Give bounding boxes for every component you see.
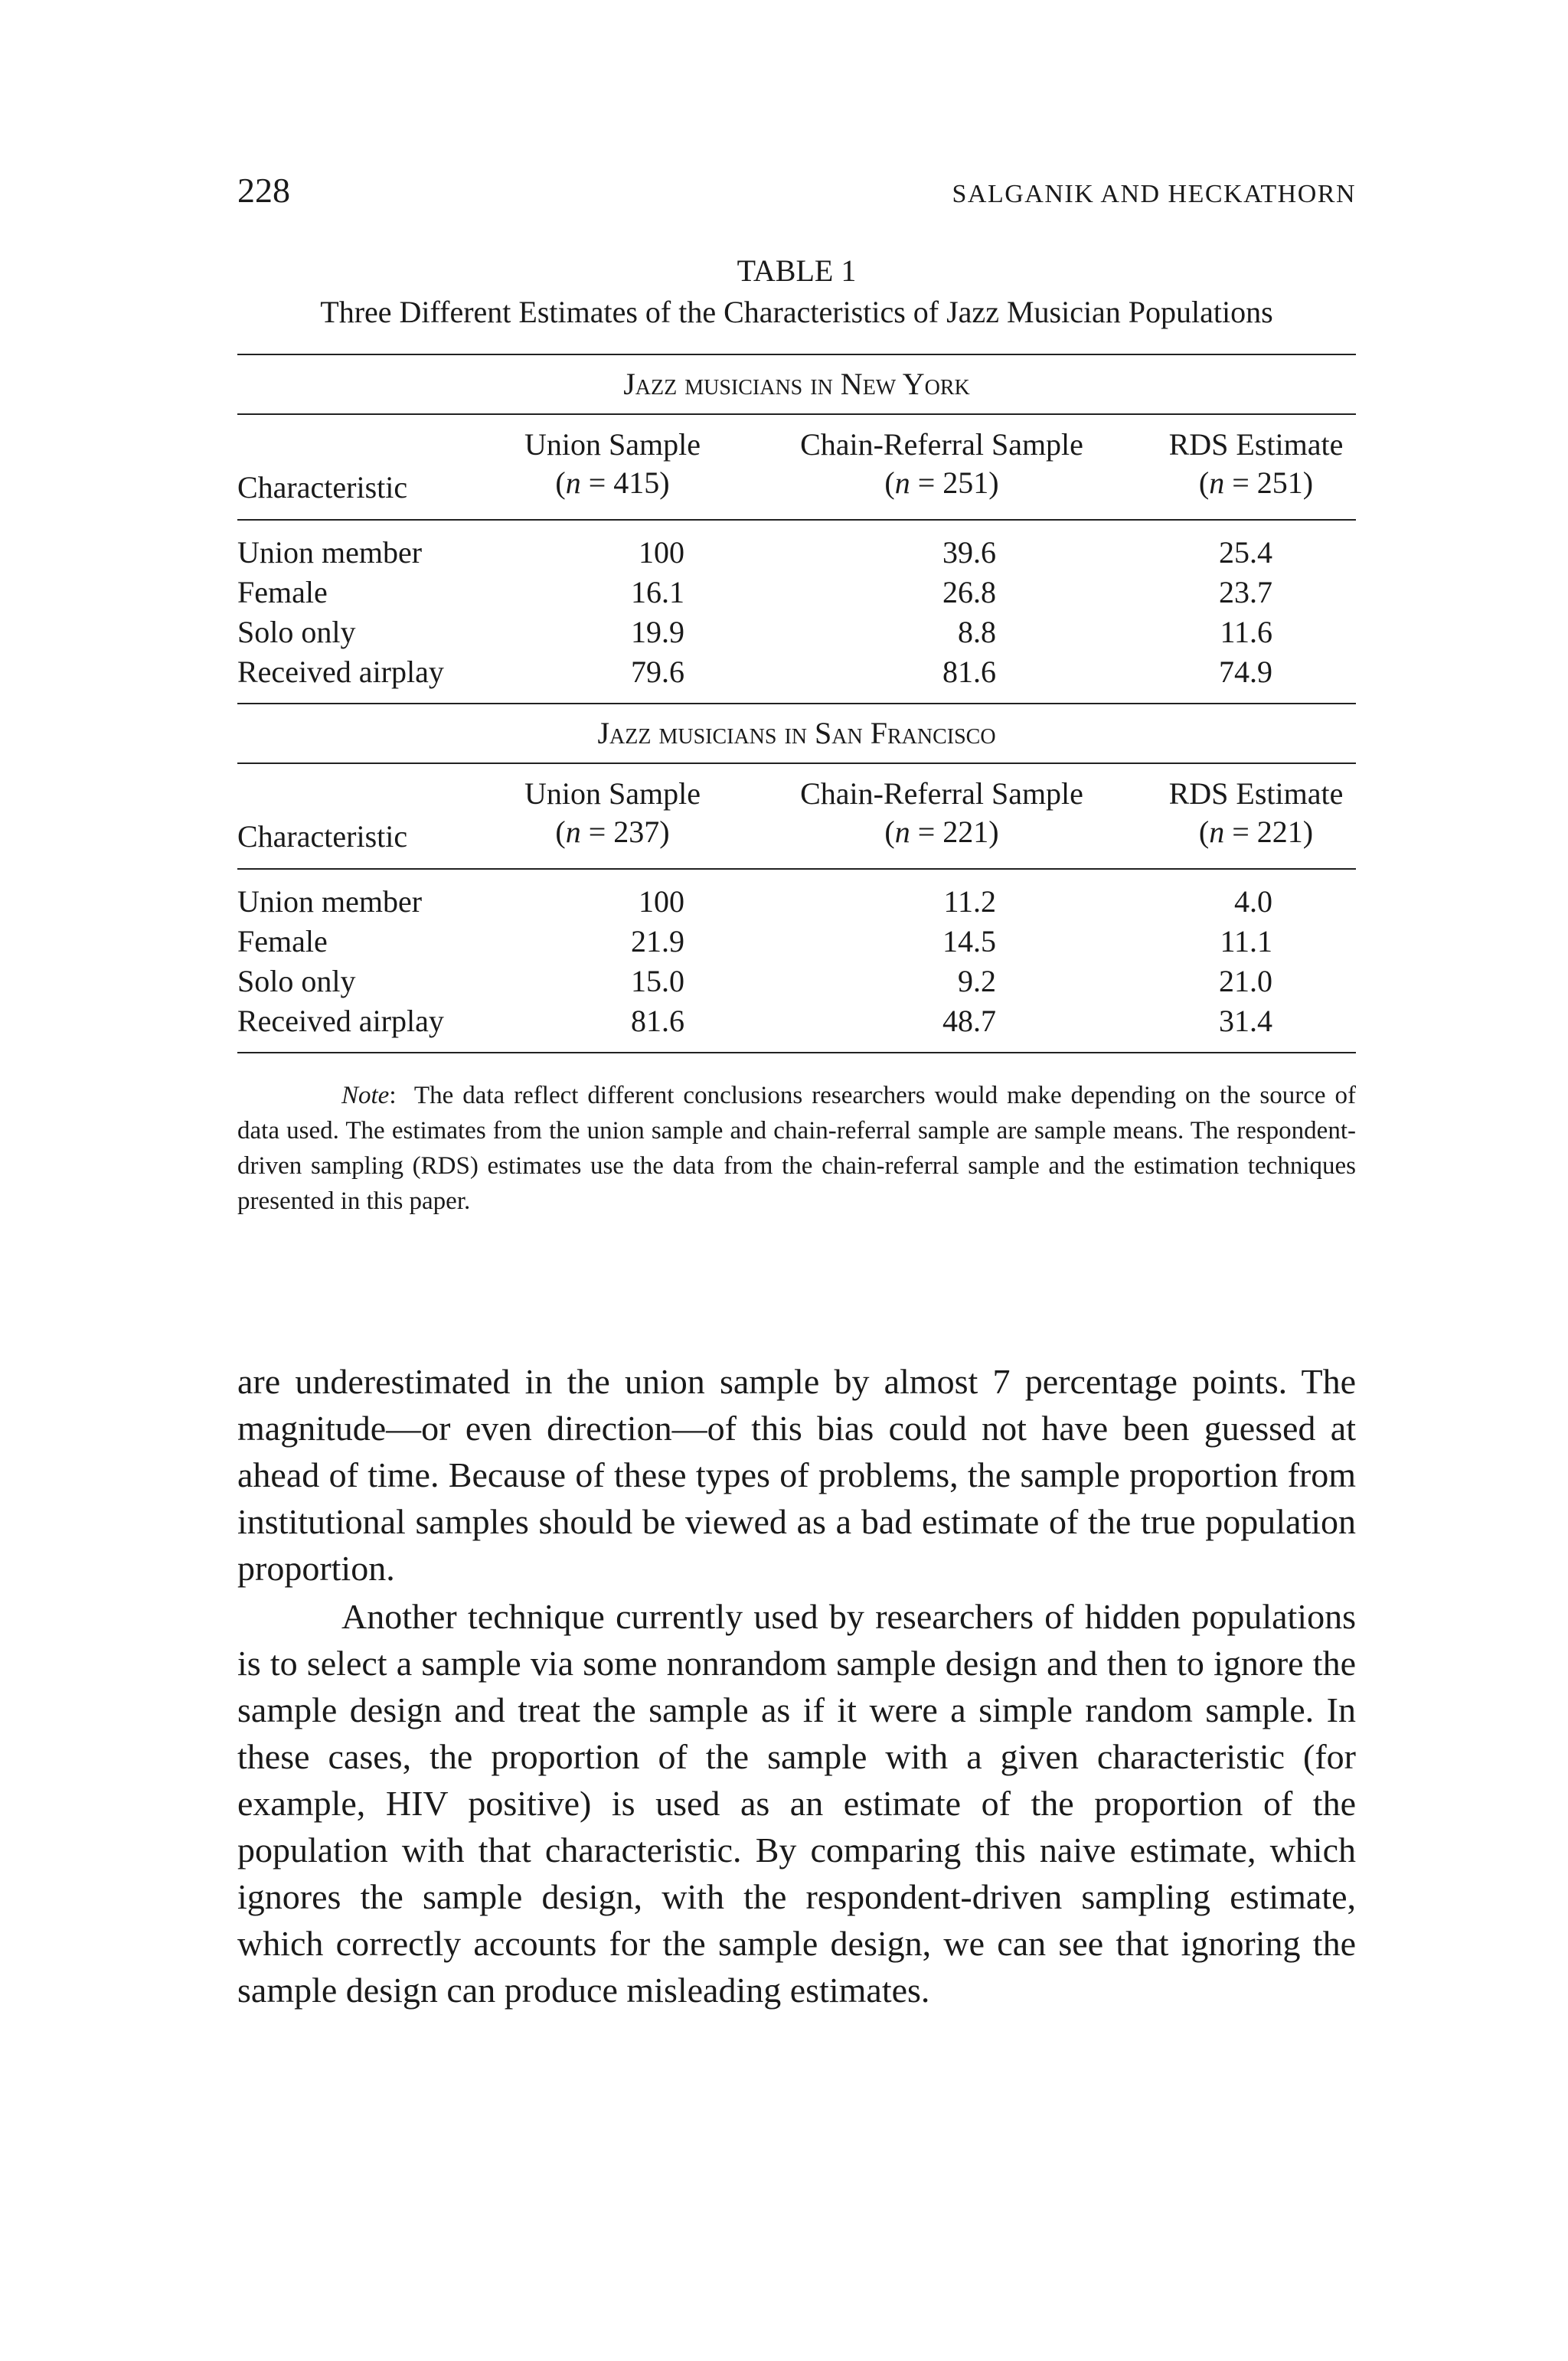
section-title-new-york: Jazz musicians in New York: [623, 367, 970, 401]
cell-chain: 26.8: [942, 575, 996, 609]
row-label: Female: [237, 924, 328, 958]
cell-chain: 39.6: [942, 535, 996, 570]
sample-size: 237: [613, 815, 660, 849]
table-label: TABLE 1: [737, 253, 857, 288]
column-header-rds-estimate: RDS Estimate (n = 221): [1168, 776, 1344, 849]
table-caption: Three Different Estimates of the Characteristics of Jazz Musician Populations: [320, 295, 1273, 329]
column-header-union-sample: Union Sample (n = 415): [524, 427, 701, 500]
note-label: Note: [341, 1082, 390, 1109]
data-table: [237, 354, 1356, 1053]
cell-chain: 11.2: [943, 884, 996, 919]
row-label: Received airplay: [237, 655, 444, 689]
cell-chain: 14.5: [942, 924, 996, 958]
cell-chain: 8.8: [958, 615, 996, 649]
cell-chain: 81.6: [942, 655, 996, 689]
table-row: [237, 1001, 1356, 1041]
table-row: [237, 652, 1356, 692]
table-row: [237, 612, 1356, 652]
table-row: [237, 882, 1356, 922]
table-body-san-francisco: [237, 870, 1356, 1052]
column-header-row: [237, 415, 1356, 519]
sample-size: 415: [613, 465, 660, 500]
table-row: [237, 922, 1356, 962]
table-row: [237, 533, 1356, 573]
column-header-union-sample: Union Sample (n = 237): [524, 776, 701, 849]
cell-union: 15.0: [631, 964, 684, 998]
sample-size: 221: [1256, 815, 1303, 849]
cell-union: 19.9: [631, 615, 684, 649]
table-note: Note: The data reflect different conclusions researchers would make depending on the source of data used. The estimates from the union sample and chain-referral sample are sample means. The respondent-driven sampling (RDS) estimates use the data from the chain-referral sample and the estimation techniques presented in this paper.: [237, 1082, 1356, 1215]
body-text: [237, 1358, 1356, 2013]
row-label: Union member: [237, 535, 423, 570]
cell-union: 16.1: [631, 575, 684, 609]
sample-size: 251: [942, 465, 989, 500]
row-label: Solo only: [237, 615, 356, 649]
cell-union: 100: [639, 884, 684, 919]
page-number: 228: [237, 171, 290, 210]
cell-rds: 21.0: [1219, 964, 1272, 998]
row-label: Union member: [237, 884, 423, 919]
row-label: Female: [237, 575, 328, 609]
column-header-chain-referral: Chain-Referral Sample (n = 221): [800, 776, 1083, 849]
note-text: The data reflect different conclusions researchers would make depending on the source of data used. The estimates from the union sample and chain-referral sample are sample means. The respondent-driven sampling (RDS) estimates use the data from the chain-referral sample and the estimation techniques presented in this paper.: [237, 1082, 1356, 1215]
cell-rds: 23.7: [1219, 575, 1272, 609]
table-rule: [237, 1052, 1356, 1053]
cell-union: 79.6: [631, 655, 684, 689]
cell-chain: 9.2: [958, 964, 996, 998]
cell-rds: 4.0: [1234, 884, 1272, 919]
table-row: [237, 573, 1356, 612]
cell-union: 100: [639, 535, 684, 570]
section-title-san-francisco: Jazz musicians in San Francisco: [597, 716, 996, 750]
row-label: Received airplay: [237, 1004, 444, 1038]
column-header-characteristic: Characteristic: [237, 470, 408, 505]
page-header: [237, 170, 1356, 216]
cell-rds: 11.1: [1220, 924, 1272, 958]
column-header-rds-estimate: RDS Estimate (n = 251): [1168, 427, 1344, 500]
cell-rds: 11.6: [1220, 615, 1272, 649]
body-paragraph: Another technique currently used by researchers of hidden populations is to select a sample via some nonrandom sample design and then to ignore the sample design and treat the sample as if it were a simple random sample. In these cases, the proportion of the sample with a given characteristic (for example, HIV positive) is used as an estimate of the proportion of the population with that characteristic. By comparing this naive estimate, which ignores the sample design, with the respondent-driven sampling estimate, which correctly accounts for the sample design, we can see that ignoring the sample design can produce misleading estimates.: [237, 1597, 1356, 2010]
cell-union: 81.6: [631, 1004, 684, 1038]
cell-union: 21.9: [631, 924, 684, 958]
cell-rds: 25.4: [1219, 535, 1272, 570]
cell-rds: 31.4: [1219, 1004, 1272, 1038]
sample-size: 221: [942, 815, 989, 849]
cell-rds: 74.9: [1219, 655, 1272, 689]
column-header-chain-referral: Chain-Referral Sample (n = 251): [800, 427, 1083, 500]
table-row: [237, 962, 1356, 1001]
row-label: Solo only: [237, 964, 356, 998]
cell-chain: 48.7: [942, 1004, 996, 1038]
table-body-new-york: [237, 521, 1356, 703]
running-head: SALGANIK AND HECKATHORN: [952, 180, 1356, 208]
column-header-characteristic: Characteristic: [237, 819, 408, 854]
column-header-row: [237, 764, 1356, 868]
body-paragraph: are underestimated in the union sample by almost 7 percentage points. The magnitude—or even direction—of this bias could not have been guessed at ahead of time. Because of these types of problems, the sample proportion from institutional samples should be viewed as a bad estimate of the true population proportion.: [237, 1362, 1356, 1588]
sample-size: 251: [1256, 465, 1303, 500]
